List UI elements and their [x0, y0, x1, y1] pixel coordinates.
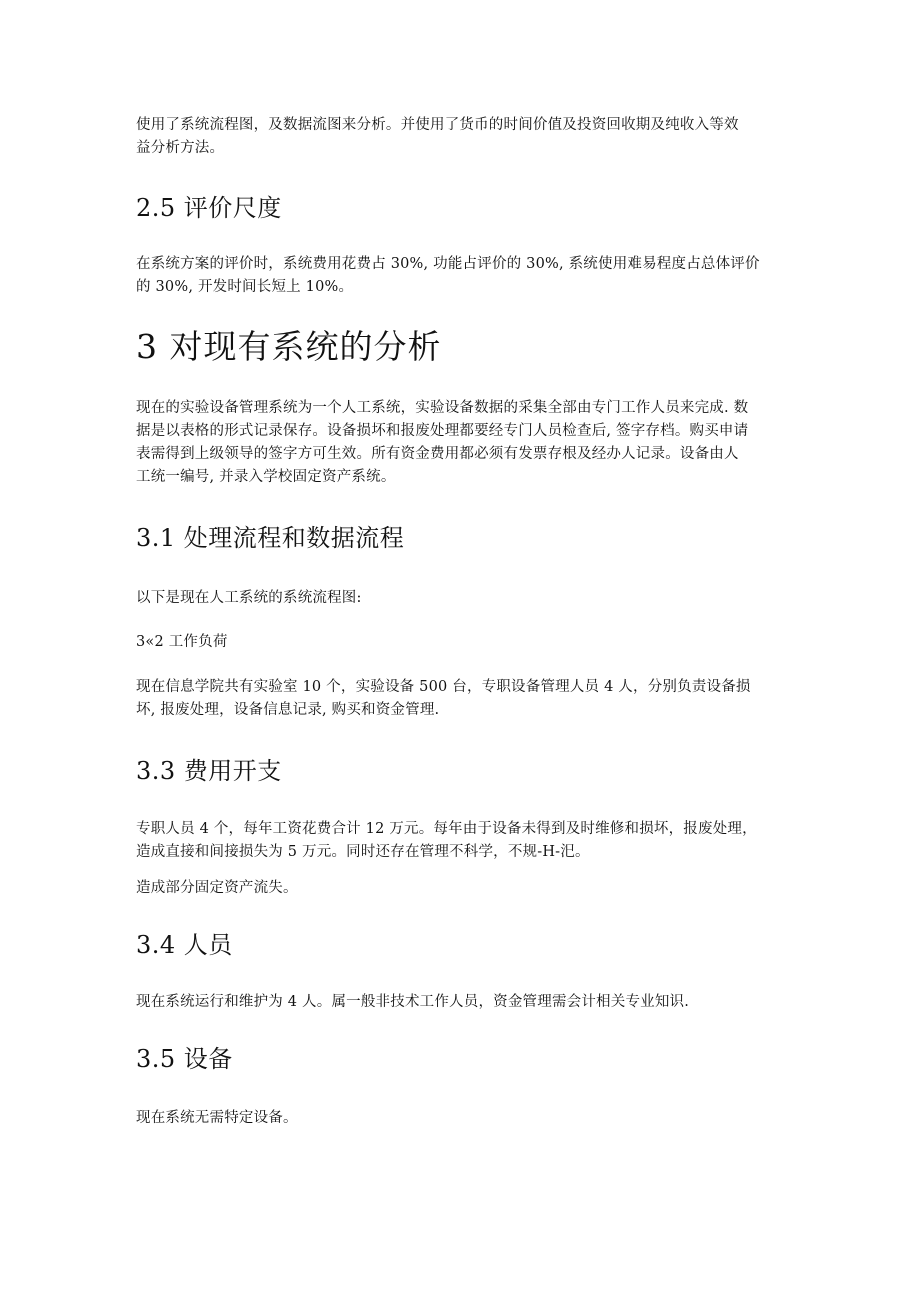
paragraph-3-4: 现在系统运行和维护为 4 人。属一般非技术工作人员，资金管理需会计相关专业知识. — [136, 994, 690, 1010]
paragraph-3-3b: 造成部分固定资产流失。 — [136, 880, 298, 896]
heading-3-4: 3.4 人员 — [136, 931, 233, 959]
text-line: 工统一编号, 并录入学校固定资产系统。 — [136, 469, 396, 485]
text-line: 使用了系统流程图，及数据流图来分析。并使用了货币的时间价值及投资回收期及纯收入等效 — [136, 117, 739, 133]
text-line: 在系统方案的评价时，系统费用花费占 30%, 功能占评价的 30%, 系统使用难易程度占总体评价 — [136, 256, 760, 272]
paragraph-3-2 — [136, 676, 796, 722]
text-line: 造成直接和间接损失为 5 万元。同时还存在管理不科学，不规-H-汜。 — [136, 844, 590, 860]
paragraph-3-1: 以下是现在人工系统的系统流程图: — [136, 590, 362, 606]
heading-3-1: 3.1 处理流程和数据流程 — [136, 524, 405, 552]
heading-3: 3 对现有系统的分析 — [136, 327, 442, 366]
text-line: 现在的实验设备管理系统为一个人工系统，实验设备数据的采集全部由专门工作人员来完成. 数 — [136, 400, 749, 416]
paragraph-3-3 — [136, 818, 796, 864]
text-line: 的 30%, 开发时间长短上 10%。 — [136, 279, 354, 295]
intro-paragraph — [136, 114, 796, 160]
heading-3-2-inline: 3«2 工作负荷 — [136, 634, 228, 650]
paragraph-3 — [136, 397, 796, 489]
text-line: 益分析方法。 — [136, 140, 225, 156]
paragraph-2-5 — [136, 253, 796, 299]
text-line: 表需得到上级领导的签字方可生效。所有资金费用都必须有发票存根及经办人记录。设备由人 — [136, 446, 739, 462]
heading-2-5: 2.5 评价尺度 — [136, 194, 282, 222]
heading-3-5: 3.5 设备 — [136, 1045, 233, 1073]
text-line: 坏, 报废处理，设备信息记录, 购买和资金管理. — [136, 702, 440, 718]
text-line: 专职人员 4 个，每年工资花费合计 12 万元。每年由于设备未得到及时维修和损坏，报废处理， — [136, 821, 757, 837]
heading-3-3: 3.3 费用开支 — [136, 757, 282, 785]
text-line: 现在信息学院共有实验室 10 个，实验设备 500 台，专职设备管理人员 4 人，分别负责设备损 — [136, 679, 751, 695]
text-line: 据是以表格的形式记录保存。设备损坏和报废处理都要经专门人员检查后, 签字存档。购买申请 — [136, 423, 749, 439]
paragraph-3-5: 现在系统无需特定设备。 — [136, 1110, 298, 1126]
